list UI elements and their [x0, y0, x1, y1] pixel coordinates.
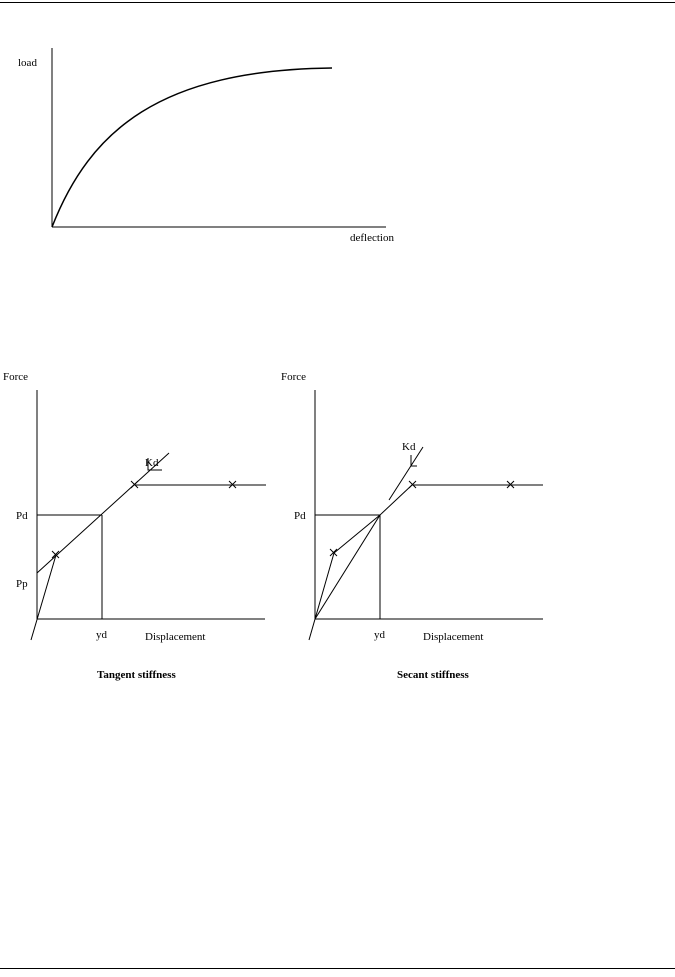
load-deflection-diagram [18, 48, 394, 244]
kd-label: Kd [402, 441, 416, 453]
secant-stiffness-diagram [281, 371, 543, 681]
tangent-stiffness-line [37, 453, 169, 573]
tangent-stiffness-diagram [3, 371, 266, 681]
secant-stiffness-line [315, 515, 380, 619]
deflection-axis-label: deflection [350, 232, 394, 244]
force-axis-label: Force [281, 371, 307, 383]
tangent-stiffness-caption: Tangent stiffness [97, 669, 176, 681]
yd-label: yd [374, 629, 385, 641]
kd-slope-line [389, 447, 423, 500]
load-deflection-curve [52, 68, 332, 227]
load-axis-label: load [18, 57, 37, 69]
kd-label: Kd [145, 457, 159, 469]
secant-stiffness-caption: Secant stiffness [397, 669, 469, 681]
pp-label: Pp [16, 578, 28, 590]
pd-label: Pd [294, 510, 306, 522]
displacement-axis-label: Displacement [423, 631, 484, 643]
force-axis-label: Force [3, 371, 29, 383]
post-yield-branch-line [334, 515, 380, 553]
pd-label: Pd [16, 510, 28, 522]
displacement-axis-label: Displacement [145, 631, 206, 643]
yd-label: yd [96, 629, 107, 641]
initial-stiffness-line [309, 553, 334, 640]
